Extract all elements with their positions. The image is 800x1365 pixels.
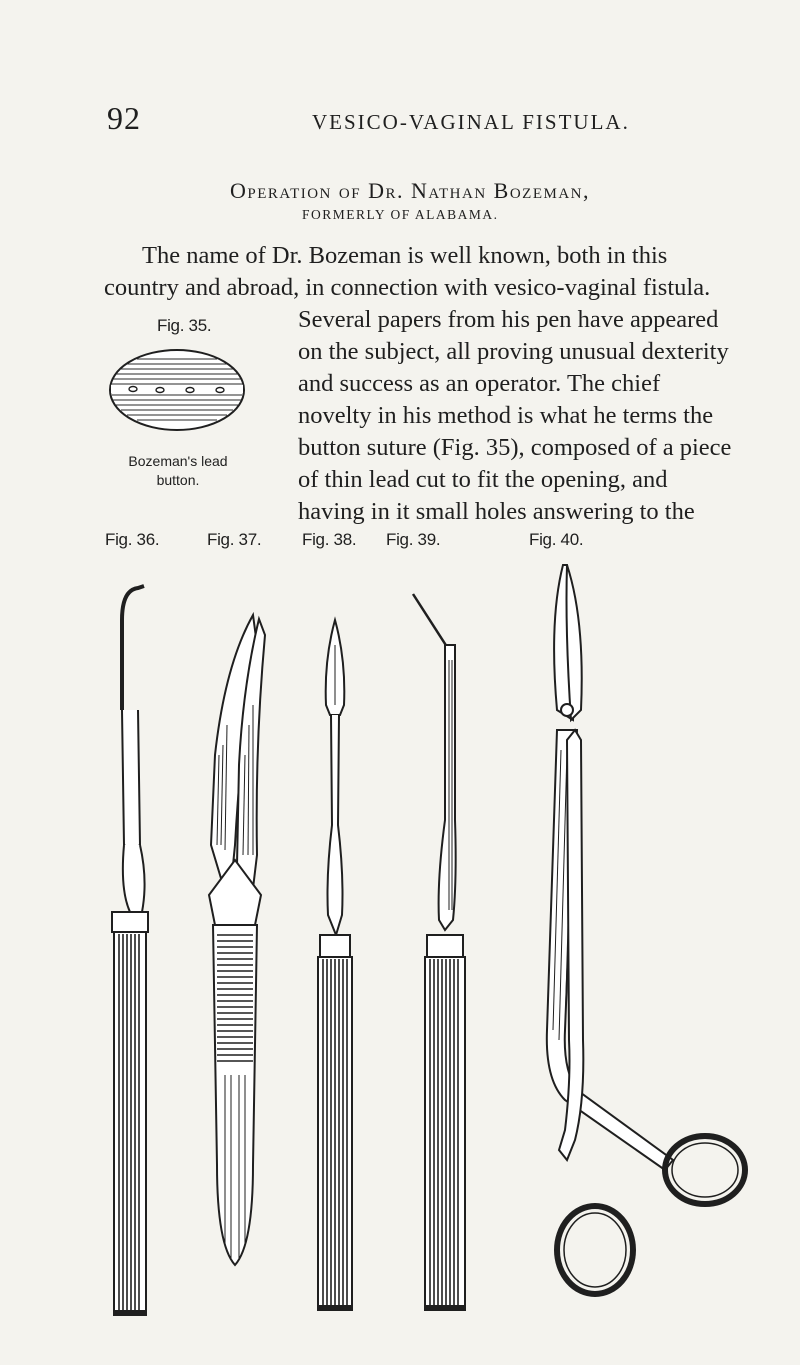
body-line-2: country and abroad, in connection with vesico-vaginal fistula. (104, 274, 711, 301)
fig35-caption: Bozeman's lead button. (128, 453, 228, 488)
page-number: 92 (107, 100, 141, 136)
body-line-8: of thin lead cut to fit the opening, and (298, 466, 668, 493)
body-line-1: The name of Dr. Bozeman is well known, both in this (142, 242, 668, 269)
body-line-7: button suture (Fig. 35), composed of a piece (298, 434, 732, 461)
section-subtitle: FORMERLY OF ALABAMA. (302, 207, 499, 222)
section-title: Operation of Dr. Nathan Bozeman, (230, 178, 591, 203)
fig40-scissors (505, 560, 765, 1320)
fig37-forceps (195, 605, 275, 1365)
running-head: VESICO-VAGINAL FISTULA. (312, 110, 630, 134)
fig36-label: Fig. 36. (105, 530, 160, 549)
body-line-9: having in it small holes answering to the (298, 498, 695, 525)
fig35-label: Fig. 35. (157, 316, 212, 335)
lead-button-illustration (107, 345, 247, 435)
fig36-hook-instrument (110, 560, 160, 1320)
fig38-knife (310, 615, 360, 1315)
fig38-label: Fig. 38. (302, 530, 357, 549)
fig39-angled-knife (405, 590, 475, 1320)
fig40-label: Fig. 40. (529, 530, 584, 549)
body-line-6: novelty in his method is what he terms the (298, 402, 714, 429)
body-line-3: Several papers from his pen have appeared (298, 306, 719, 333)
body-line-4: on the subject, all proving unusual dexterity (298, 338, 729, 365)
fig39-label: Fig. 39. (386, 530, 441, 549)
fig37-label: Fig. 37. (207, 530, 262, 549)
body-line-5: and success as an operator. The chief (298, 370, 661, 397)
